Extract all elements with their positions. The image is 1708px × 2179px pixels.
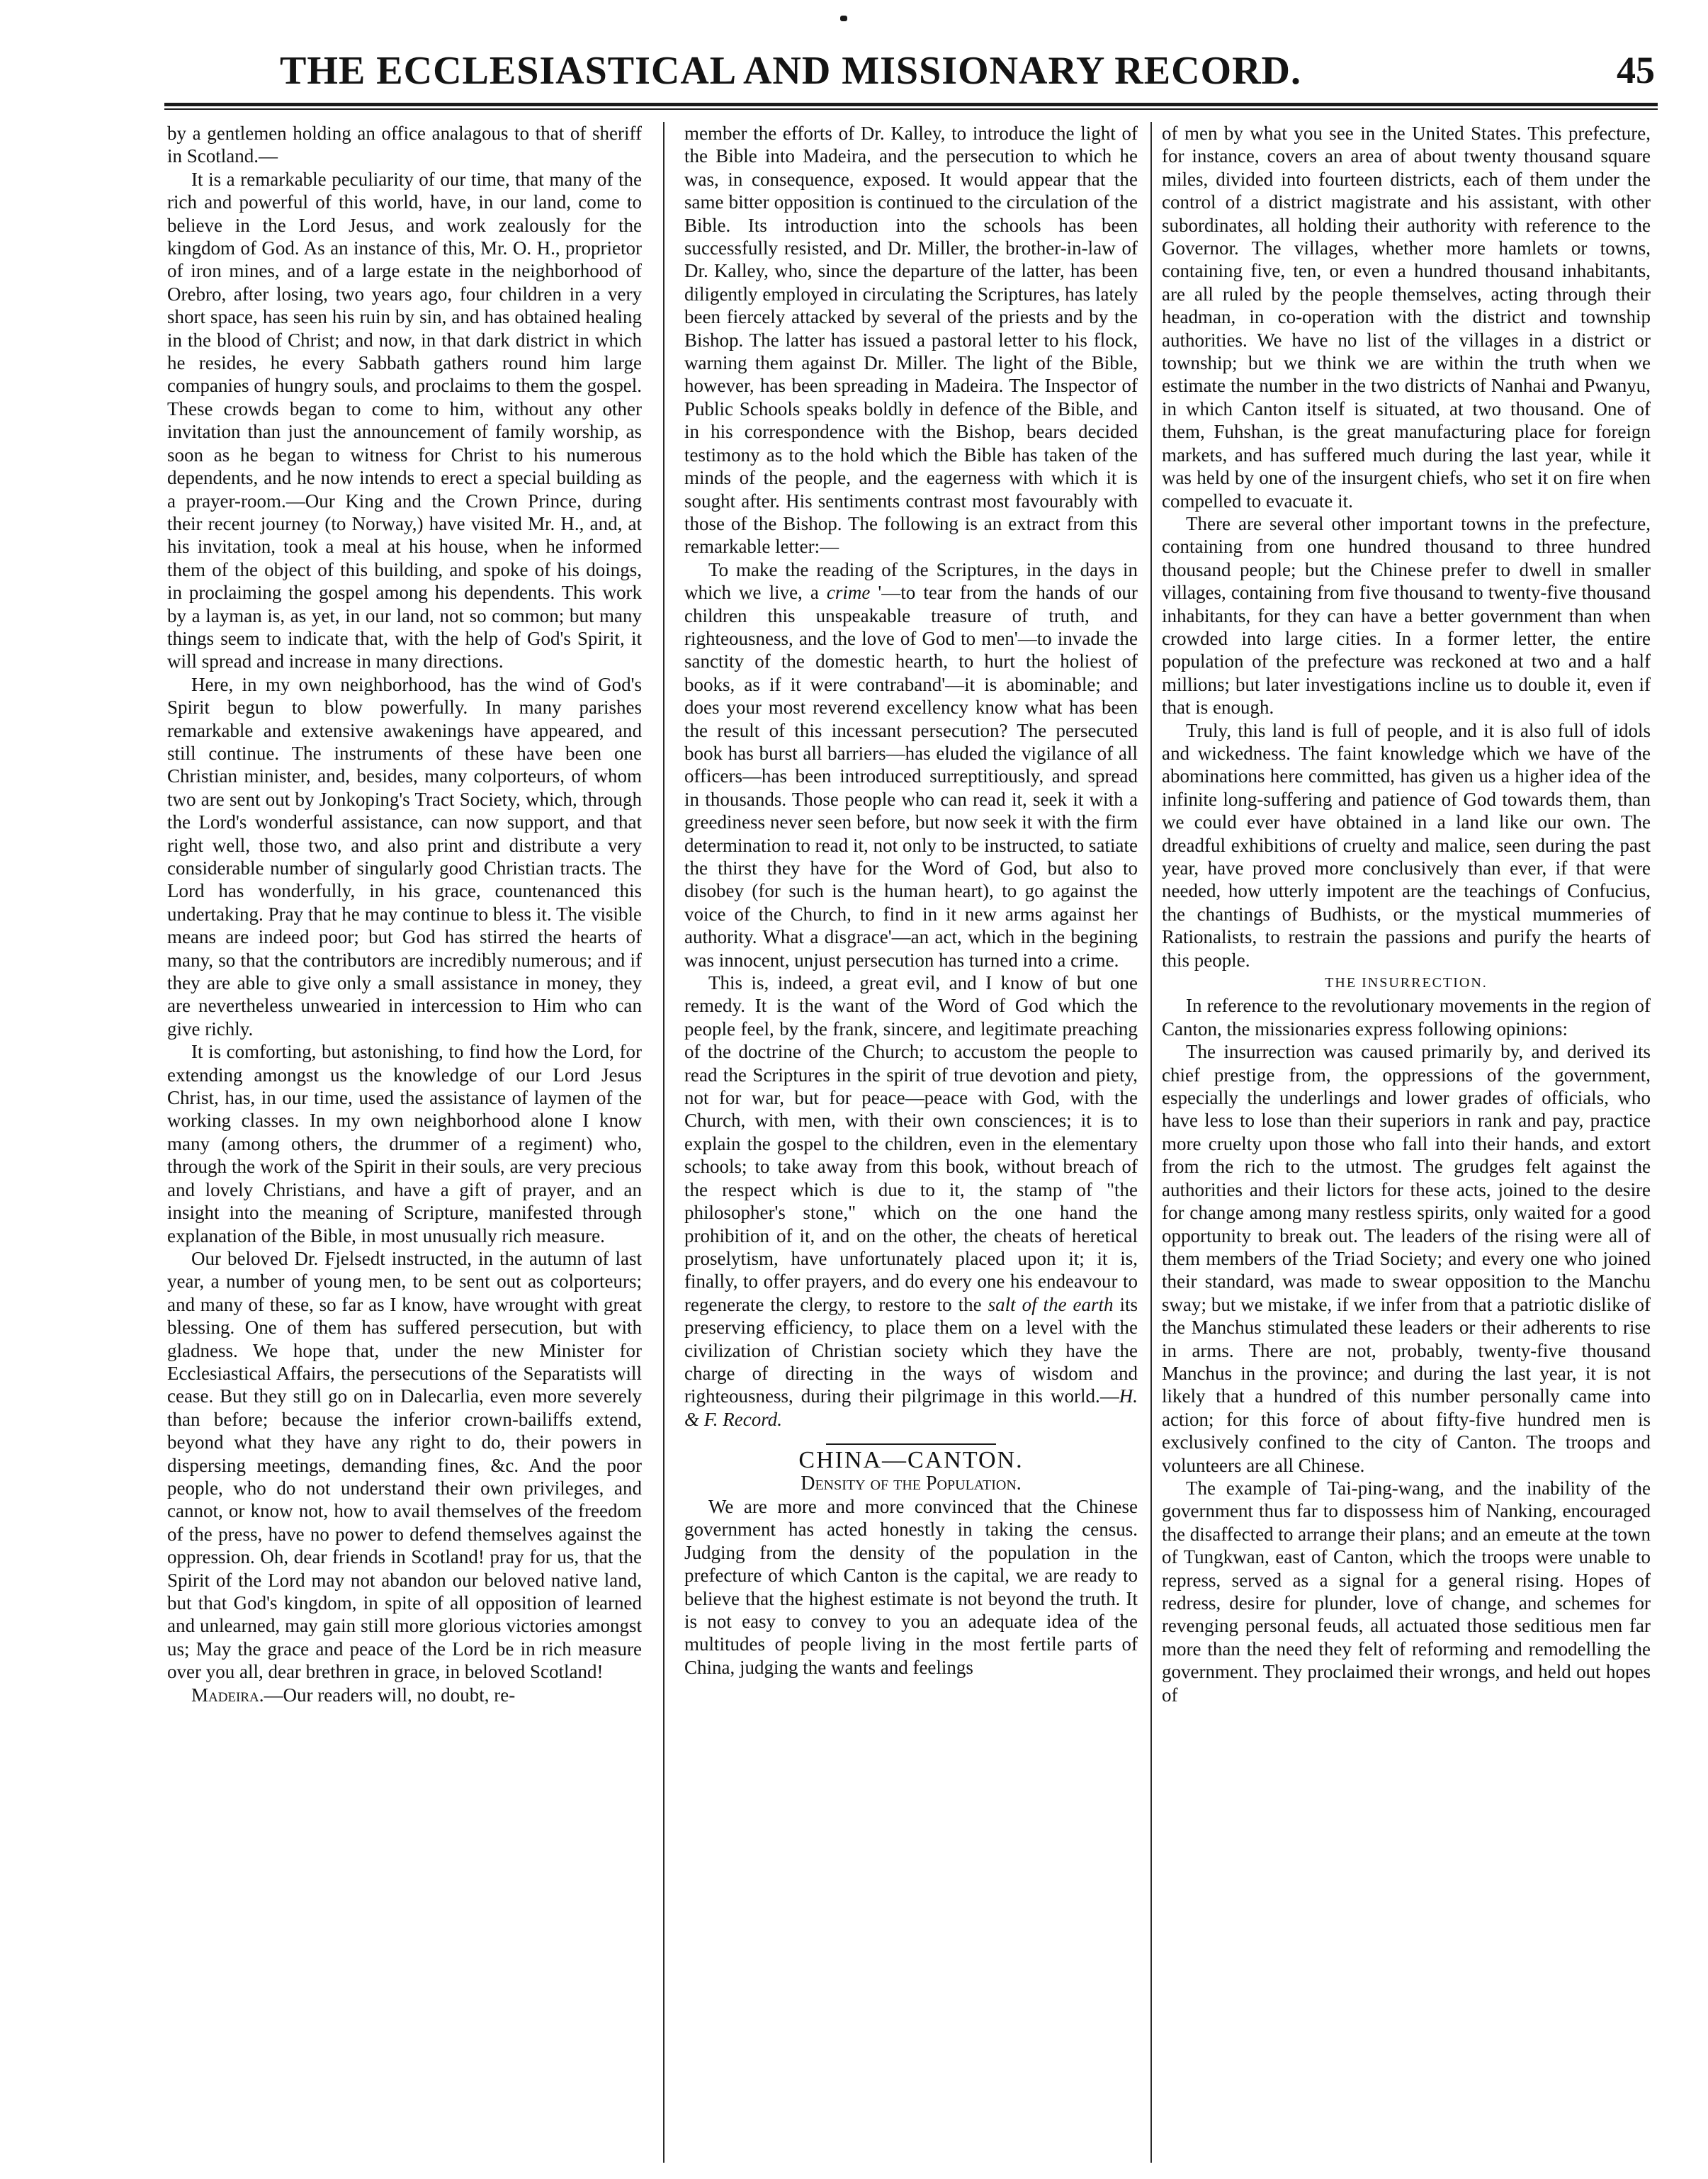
section-subtitle: Density of the Population. <box>801 1472 1022 1494</box>
running-title: THE ECCLESIASTICAL AND MISSIONARY RECORD. <box>280 49 1301 93</box>
section-title: CHINA—CANTON. <box>798 1447 1024 1474</box>
quoted-paragraph <box>684 972 1138 1431</box>
paragraph: Our beloved Dr. Fjelsedt instructed, in the autumn of last year, a number of young men, to be sent out as colporteurs; and many of these, so far as I know, have wrought with great blessing. One of them has suffered persecution, but with gladness. We hope that, under the new Minister for Ecclesiastical Affairs, the persecutions of the Separatists will cease. But they still go on in Dalecarlia, even more severely than before; because the inferior crown-bailiffs extend, beyond what they have any right to do, their powers in dispersing meetings, demanding fines, &c. And the poor people, who do not understand their own privileges, and cannot, or know not, how to avail themselves of the freedom of the press, have no power to defend themselves against the oppression. Oh, dear friends in Scotland! pray for us, that the Spirit of the Lord may not abandon our beloved native land, but that God's kingdom, in spite of all opposition of learned and unlearned, may gain still more glorious victories amongst us; May the grace and peace of the Lord be in rich measure over you all, dear brethren in grace, in beloved Scotland! <box>167 1247 642 1683</box>
text-run: '—to tear from the hands of our children this unspeakable treasure of truth, and righteousness, and the love of God to men'—to invade the sanctity of the domestic hearth, to hurt the holiest of books, as if it were contraband'—it is abominable; and does your most reverend excellency know what has been the result of this incessant persecution? The persecuted book has burst all barriers—has eluded the vigilance of all officers—has been introduced surreptitiously, and spread in thousands. Those people who can read it, seek it with a greediness never seen before, but now seek it with the firm determination to read it, not only to be instructed, to satiate the thirst they have for the Word of God, but also to disobey (for such is the human heart), to go against the voice of the Church, to find in it new arms against her authority. What a disgrace'—an act, which in the begining was innocent, unjust persecution has turned into a crime. <box>684 582 1138 971</box>
column-middle <box>684 122 1138 2163</box>
text-run: its preserving efficiency, to place them on a level with the civilization of Christian society which they have the charge of directing in the ways of wisdom and righteousness, during their pilgrimage in this world.— <box>684 1293 1138 1407</box>
madeira-lead: Madeira. <box>191 1684 264 1706</box>
paragraph <box>167 1684 642 1706</box>
subsection-heading: THE INSURRECTION. <box>1325 975 1488 991</box>
page-header <box>167 48 1655 98</box>
text-run: This is, indeed, a great evil, and I know of but one remedy. It is the want of the Word of God which the people feel, by the frank, sincere, and legitimate preaching of the doctrine of the Church; to accustom the people to read the Scriptures in the spirit of true devotion and piety, not for war, but for peace—peace with God, with the Church, with men, with their own consciences; it is to explain the gospel to the children, even in the elementary schools; to take away from this book, without breach of the respect which is due to it, the stamp of "the philosopher's stone," which on the one hand the prohibition of it, and on the other, the cheats of heretical proselytism, have unfortunately placed upon it; it is, finally, to offer prayers, and do every one his endeavour to regenerate the clergy, to restore to the <box>684 972 1138 1315</box>
ink-speck <box>840 16 847 21</box>
paragraph: The insurrection was caused primarily by, and derived its chief prestige from, the oppressions of the government, especially the underlings and lower grades of officials, who have less to lose than their superiors in rank and pay, practice more cruelty upon those who fall into their hands, and extort from the rich to the utmost. The grudges felt against the authorities and their lictors for these acts, joined to the desire for change among many restless spirits, only waited for a good opportunity to break out. The leaders of the rising were all of them members of the Triad Society; and every one who joined their standard, was made to swear opposition to the Manchu sway; but we mistake, if we infer from that a patriotic dislike of the Manchus stimulated these leaders or their adherents to rise in arms. There are not, probably, twenty-five thousand Manchus in the province; and during the last year, it is not likely that a hundred of this number personally came into action; for this force of about fifty-five hundred men is exclusively confined to the city of Canton. The troops and volunteers are all Chinese. <box>1162 1041 1651 1476</box>
section-rule <box>826 1443 996 1445</box>
paragraph: The example of Tai-ping-wang, and the inability of the government thus far to dispossess him of Nanking, encouraged the disaffected to arrange their plans; and an emeute at the town of Tungkwan, east of Canton, which the troops were unable to repress, served as a signal for a general rising. Hopes of redress, desire for plunder, love of change, and schemes for revenging personal feuds, all actuated those seditious men far more than the need they felt of reforming and remodelling the government. They proclaimed their wrongs, and held out hopes of <box>1162 1477 1651 1706</box>
header-rule-thin <box>164 108 1658 110</box>
emphasis: salt of the earth <box>988 1293 1114 1315</box>
paragraph: In reference to the revolutionary movements in the region of Canton, the missionaries express following opinions: <box>1162 995 1651 1040</box>
madeira-start: —Our readers will, no doubt, re- <box>264 1684 516 1706</box>
paragraph: by a gentlemen holding an office analagous to that of sheriff in Scotland.— <box>167 123 642 167</box>
page-number: 45 <box>1617 49 1655 91</box>
column-divider <box>663 122 664 2163</box>
column-divider <box>1150 122 1152 2163</box>
paragraph: We are more and more convinced that the Chinese government has acted honestly in taking the census. Judging from the density of the population in the prefecture of which Canton is the capital, we are ready to believe that the highest estimate is not beyond the truth. It is not easy to convey to you an adequate idea of the multitudes of people living in the most fertile parts of China, judging the wants and feelings <box>684 1495 1138 1678</box>
paragraph: It is comforting, but astonishing, to find how the Lord, for extending amongst us the knowledge of our Lord Jesus Christ, has, in our time, used the assistance of laymen of the working classes. In my own neighborhood alone I know many (among others, the drummer of a regiment) who, through the work of the Spirit in their souls, are very precious and lovely Christians, and have a gift of prayer, and an insight into the meaning of Scripture, manifested through explanation of the Bible, in most unusually rich measure. <box>167 1041 642 1246</box>
column-right <box>1162 122 1651 2163</box>
paragraph: Here, in my own neighborhood, has the wind of God's Spirit begun to blow powerfully. In many parishes remarkable and extensive awakenings have appeared, and still continue. The instruments of these have been one Christian minister, and, besides, many colporteurs, of whom two are sent out by Jonkoping's Tract Society, which, through the Lord's wonderful assistance, can now support, and that right well, those two, and also print and distribute a very considerable number of singularly good Christian tracts. The Lord has wonderfully, in his grace, countenanced this undertaking. Pray that he may continue to bless it. The visible means are indeed poor; but God has stirred the hearts of many, so that the contributors are incredibly numerous; and if they are able to give only a small assistance in money, they are nevertheless unwearied in intercession to Him who can give richly. <box>167 673 642 1040</box>
header-rule <box>164 103 1658 106</box>
text-run: To make the reading of the Scriptures, in the days in which we live, a <box>684 558 1138 604</box>
column-left <box>167 122 642 2163</box>
quoted-paragraph <box>684 558 1138 972</box>
paragraph: of men by what you see in the United States. This prefecture, for instance, covers an area of about twenty thousand square miles, divided into fourteen districts, each of them under the control of a district magistrate and his assistant, with other subordinates, all holding their authority with reference to the Governor. The villages, whether more hamlets or towns, containing five, ten, or even a hundred thousand inhabitants, are all ruled by the people themselves, acting through their headman, in co-operation with the district and township authorities. We have no list of the villages in a district or township; but we think we are within the truth when we estimate the number in the two districts of Nanhai and Pwanyu, in which Canton itself is situated, at two thousand. One of them, Fuhshan, is the great manufacturing place for foreign markets, and has suffered much during the last year, while it was held by one of the insurgent chiefs, who set it on fire when compelled to evacuate it. <box>1162 123 1651 512</box>
paragraph: It is a remarkable peculiarity of our time, that many of the rich and powerful of this world, have, in our land, come to believe in the Lord Jesus, and work zealously for the kingdom of God. As an instance of this, Mr. O. H., proprietor of iron mines, and of a large estate in the neighborhood of Orebro, after losing, two years ago, four children in a very short space, has seen his ruin by sin, and has obtained healing in the blood of Christ; and now, in that dark district in which he resides, he every Sabbath gathers round him large companies of hungry souls, and proclaims to them the gospel. These crowds began to come to him, without any other invitation than just the announcement of family worship, as soon as he began to witness for Christ to his numerous dependents, and he now intends to erect a special building as a prayer-room.—Our King and the Crown Prince, during their recent journey (to Norway,) have visited Mr. H., and, at his invitation, took a meal at his house, when he informed them of the object of this building, and spoke of his doings, in proclaiming the gospel among his dependents. This work by a layman is, as yet, in our land, not so common; but many things seem to indicate that, with the help of God's Spirit, it will spread and increase in many directions. <box>167 168 642 672</box>
emphasis: crime <box>826 582 871 604</box>
paragraph: member the efforts of Dr. Kalley, to introduce the light of the Bible into Madeira, and the persecution to which he was, in consequence, exposed. It would appear that the same bitter opposition is continued to the circulation of the Bible. Its introduction into the schools has been successfully resisted, and Dr. Miller, the brother-in-law of Dr. Kalley, who, since the departure of the latter, has been diligently employed in circulating the Scriptures, has lately been fiercely attacked by several of the priests and by the Bishop. The latter has issued a pastoral letter to his flock, warning them against Dr. Miller. The light of the Bible, however, has been spreading in Madeira. The Inspector of Public Schools speaks boldly in defence of the Bible, and in his correspondence with the Bishop, bears decided testimony as to the hold which the Bible has taken of the minds of the people, and the eagerness with which it is sought after. His sentiments contrast most favourably with those of the Bishop. The following is an extract from this remarkable letter:— <box>684 123 1138 558</box>
paragraph: There are several other important towns in the prefecture, containing from one hundred thousand to three hundred thousand people; but the Chinese prefer to dwell in smaller villages, containing from five thousand to twenty-five thousand inhabitants, for they can have a better government than when crowded into large cities. In a former letter, the entire population of the prefecture was reckoned at two and a half millions; but later investigations incline us to double it, even if that is enough. <box>1162 512 1651 719</box>
source-citation: H. & F. Record. <box>684 1385 1138 1430</box>
paragraph: Truly, this land is full of people, and it is also full of idols and wickedness. The faint knowledge which we have of the abominations here committed, has given us a higher idea of the infinite long-suffering and patience of God towards them, than we could ever have obtained in a land like our own. The dreadful exhibitions of cruelty and malice, seen during the past year, have proved more conclusively than ever, if that were needed, how utterly impotent are the teachings of Confucius, the chantings of Budhists, or the mystical mummeries of Rationalists, to restrain the passions and purify the hearts of this people. <box>1162 719 1651 971</box>
